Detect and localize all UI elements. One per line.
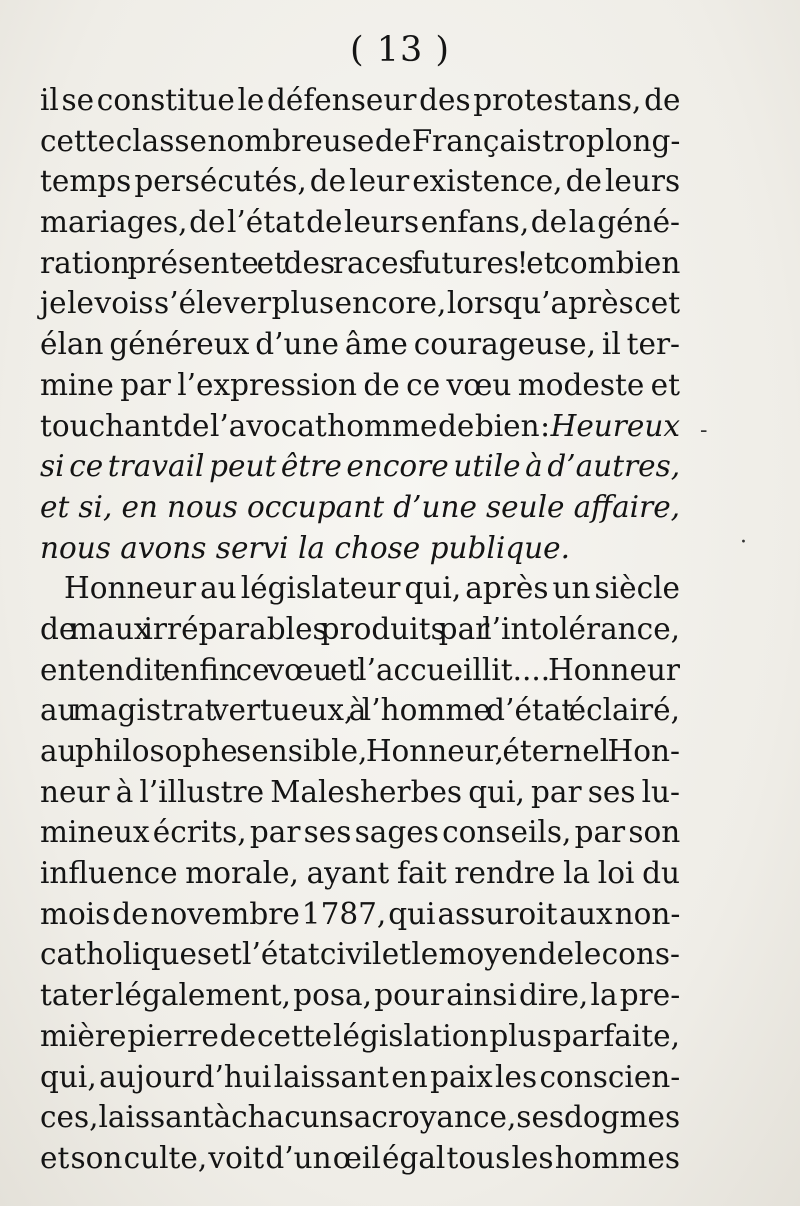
text-line: mariages, de l’état de leurs enfans, de la géné- (40, 205, 680, 240)
text-line: au magistrat vertueux, à l’homme d’état éclairé, (40, 693, 680, 728)
text-line: cette classe nombreuse de Français trop long- (40, 123, 681, 158)
text-line: tater légalement, posa, pour ainsi dire, la pre- (40, 978, 681, 1013)
text-line: mineux écrits, par ses sages conseils, par son (40, 815, 681, 850)
text-line: ration présente et des races futures ! et combien (40, 245, 681, 280)
text-line: entendit enfin ce vœu et l’accueillit.... Honneur (40, 652, 680, 687)
text-line: mois de novembre 1787, qui assuroit aux non- (40, 896, 681, 931)
italic-word: Heureux (550, 408, 680, 443)
text-line: au philosophe sensible, Honneur, éternel Hon- (40, 734, 680, 768)
text-line: touchant de l’avocat homme de bien : Heureux (40, 408, 680, 443)
text-line: mière pierre de cette législation plus parfaite, (40, 1018, 680, 1053)
text-line: mine par l’expression de ce vœu modeste et (40, 367, 680, 402)
text-line: et son culte, voit d’un œil égal tous les hommes (40, 1140, 680, 1175)
text-line: nous avons servi la chose publique. (40, 530, 570, 565)
text-line: si ce travail peut être encore utile à d’autres, (40, 449, 681, 484)
text-line: temps persécutés, de leur existence, de leurs (40, 164, 681, 199)
text-line: de maux irréparables produits par l’intolérance, (40, 611, 681, 646)
margin-mark: · (740, 530, 747, 555)
text-line: je le vois s’élever plus encore, lorsqu’après cet (40, 286, 681, 321)
page-number: ( 13 ) (349, 30, 451, 70)
margin-mark: - (700, 418, 708, 443)
body-text (40, 80, 680, 1179)
text-line: Honneur au législateur qui, après un siècle (64, 571, 680, 606)
text-line: qui, aujourd’hui laissant en paix les conscien- (40, 1059, 681, 1094)
text-line: élan généreux d’une âme courageuse, il ter- (40, 327, 681, 362)
text-line: et si, en nous occupant d’une seule affaire, (40, 489, 681, 524)
text-line: ces, laissant à chacun sa croyance, ses dogmes (40, 1100, 681, 1135)
text-line: neur à l’illustre Malesherbes qui, par ses lu- (40, 774, 680, 809)
text-line: influence morale, ayant fait rendre la loi du (40, 856, 680, 891)
text-line: catholiques et l’état civil et le moyen de le cons- (40, 937, 680, 972)
text-line: il se constitue le défenseur des protestans, de (40, 83, 681, 117)
